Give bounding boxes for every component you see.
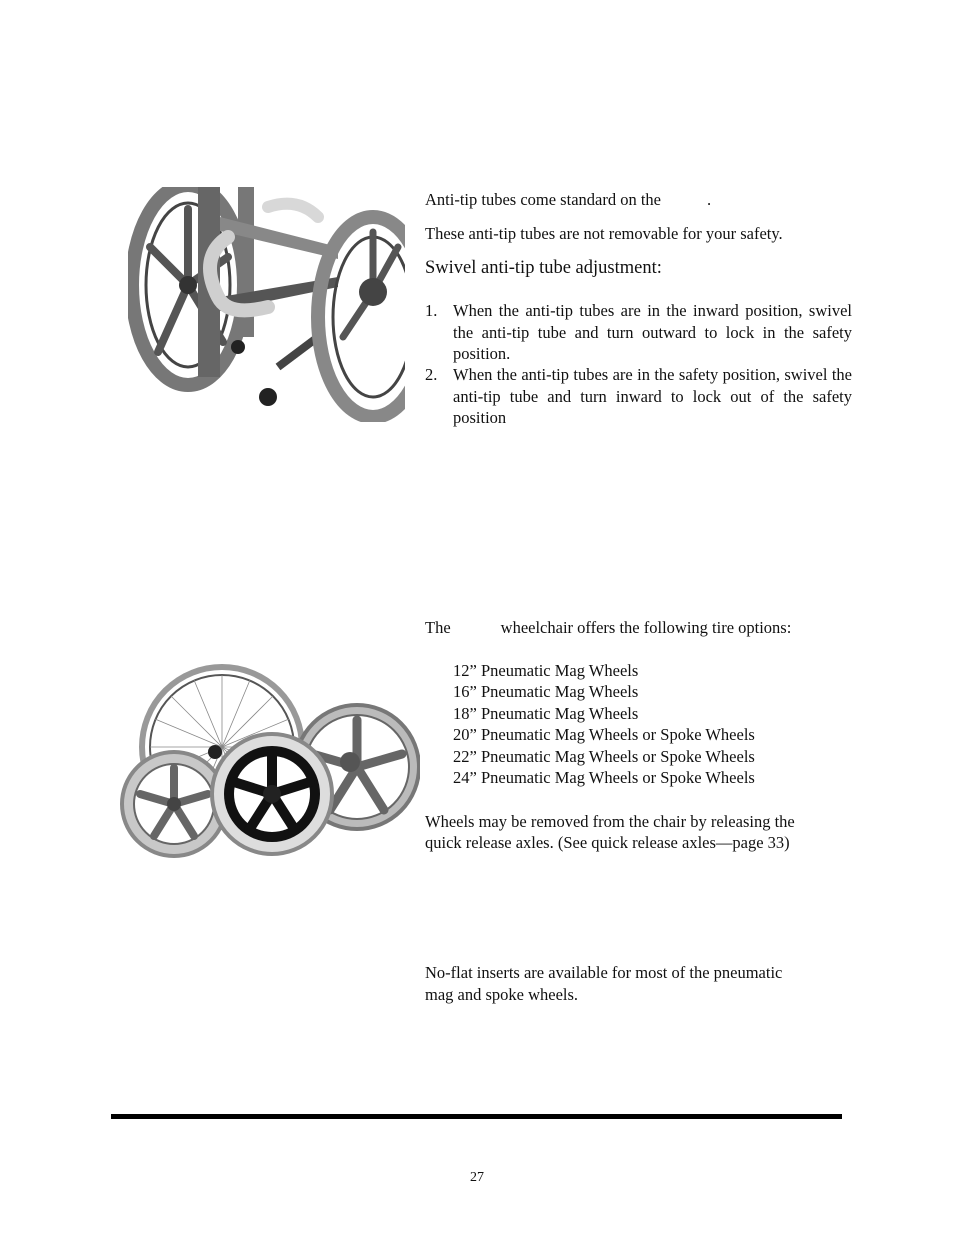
tire-intro-rest: wheelchair offers the following tire options:	[500, 618, 792, 637]
step-text: When the anti-tip tubes are in the safety position, swivel the anti-tip tube and turn inward to lock out of the safety position	[453, 365, 852, 427]
anti-tip-intro-text: Anti-tip tubes come standard on the	[425, 190, 661, 209]
wheel-options-drawing	[112, 662, 420, 860]
step-number: 2.	[425, 365, 438, 384]
tire-option: 22” Pneumatic Mag Wheels or Spoke Wheels	[453, 747, 755, 766]
tire-option: 18” Pneumatic Mag Wheels	[453, 704, 639, 723]
anti-tip-intro-period: .	[707, 190, 712, 209]
wheel-removal-line-1: Wheels may be removed from the chair by releasing the	[425, 812, 795, 831]
anti-tip-illustration	[128, 187, 405, 422]
anti-tip-intro	[425, 189, 711, 211]
no-flat-line-1: No-flat inserts are available for most of the pneumatic	[425, 963, 783, 982]
wheels-illustration	[112, 662, 420, 860]
list-item	[425, 364, 852, 429]
step-text: When the anti-tip tubes are in the inward position, swivel the anti-tip tube and turn outward to lock in the safety position.	[453, 301, 852, 363]
wheel-removal-line-2: quick release axles. (See quick release axles—page 33)	[425, 833, 790, 852]
anti-tip-note: These anti-tip tubes are not removable for your safety.	[425, 224, 783, 243]
tire-options-intro	[425, 617, 791, 639]
list-item	[425, 300, 852, 365]
tire-option: 20” Pneumatic Mag Wheels or Spoke Wheels	[453, 725, 755, 744]
tire-option: 24” Pneumatic Mag Wheels or Spoke Wheels	[453, 768, 755, 787]
page-number: 27	[470, 1170, 484, 1185]
footer-rule	[111, 1114, 842, 1119]
tire-option: 16” Pneumatic Mag Wheels	[453, 682, 639, 701]
no-flat-line-2: mag and spoke wheels.	[425, 985, 579, 1004]
tire-intro-the: The	[425, 618, 451, 637]
anti-tip-heading: Swivel anti-tip tube adjustment:	[425, 258, 662, 278]
step-number: 1.	[425, 301, 438, 320]
wheelchair-rear-anti-tip-drawing	[128, 187, 405, 422]
tire-option: 12” Pneumatic Mag Wheels	[453, 661, 639, 680]
